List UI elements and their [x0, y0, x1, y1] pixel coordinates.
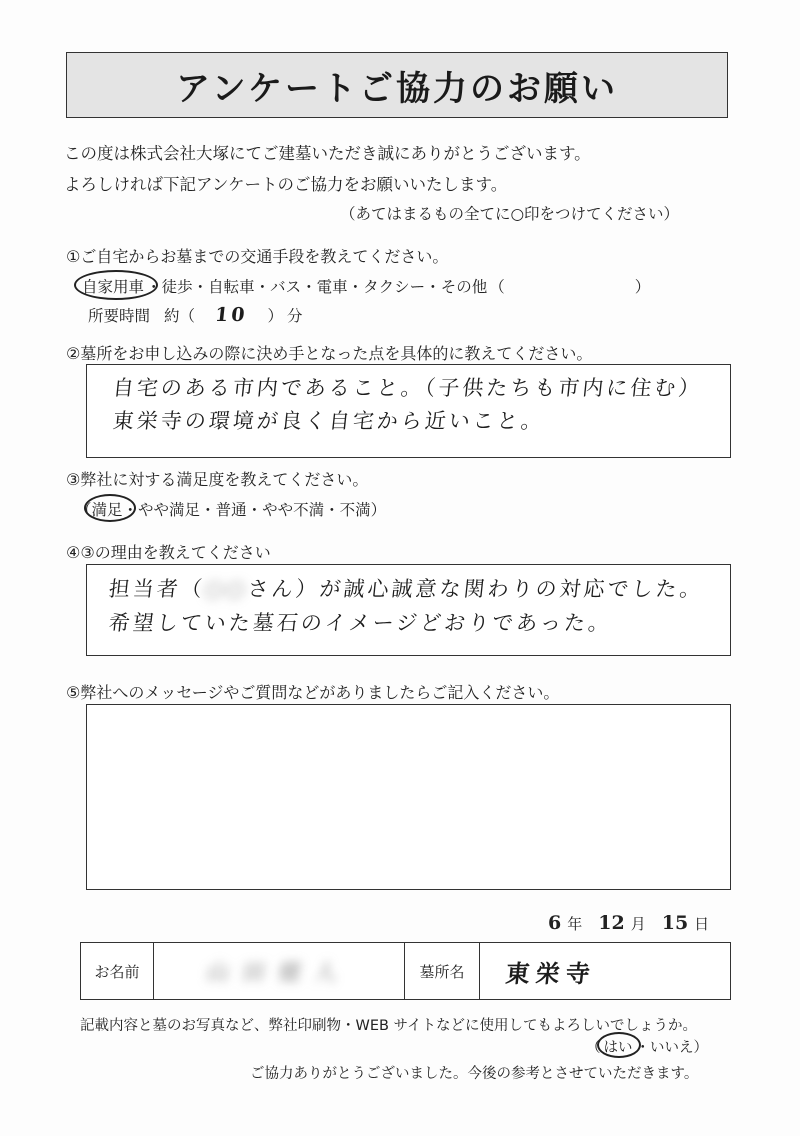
closing-message: ご協力ありがとうございました。今後の参考とさせていただきます。	[250, 1066, 699, 1082]
intro-line-1: この度は株式会社大塚にてご建墓いただき誠にありがとうございます。	[64, 144, 591, 163]
q3-option-dissatisfied[interactable]: 不満	[339, 501, 371, 519]
q1-option-train[interactable]: 電車	[316, 278, 348, 296]
question-5: ⑤弊社へのメッセージやご質問などがありましたらご記入ください。	[66, 683, 560, 702]
q3-options: （ 満足 ・ やや満足 ・ 普通 ・ やや不満 ・ 不満 ）	[76, 498, 386, 520]
q1-option-bicycle[interactable]: 自転車	[208, 278, 255, 296]
q4-answer-box[interactable]	[86, 564, 731, 656]
q1-option-walk[interactable]: 徒歩	[161, 278, 193, 296]
selection-circle-icon	[74, 270, 158, 300]
q1-option-taxi[interactable]: タクシー	[363, 278, 426, 296]
q4-answer-line-2: 希望していた墓石のイメージどおりであった。	[107, 611, 614, 635]
consent-question: 記載内容と墓のお写真など、弊社印刷物・WEB サイトなどに使用してもよろしいでしょうか。	[80, 1018, 698, 1034]
consent-option-yes[interactable]: はい	[601, 1036, 636, 1057]
q1-travel-time: 所要時間 約（ 10 ） 分	[88, 304, 303, 326]
q1-time-value[interactable]: 10	[213, 304, 249, 326]
q1-option-car[interactable]: 自家用車	[80, 275, 146, 297]
date-year[interactable]: 6	[548, 912, 562, 934]
date-line: 6 年 12 月 15 日	[548, 912, 710, 934]
question-4: ④③の理由を教えてください	[66, 543, 271, 562]
question-2: ②墓所をお申し込みの際に決め手となった点を具体的に教えてください。	[66, 344, 593, 363]
q4-answer-line-1: 担当者（○○さん）が誠心誠意な関わりの対応でした。	[107, 577, 705, 601]
question-3: ③弊社に対する満足度を教えてください。	[66, 470, 369, 489]
selection-circle-icon	[84, 494, 136, 522]
q1-option-other[interactable]: その他	[440, 278, 488, 296]
q1-option-bus[interactable]: バス	[270, 278, 302, 296]
q5-answer-box[interactable]	[86, 704, 731, 890]
q3-option-neutral[interactable]: 普通	[215, 501, 247, 519]
name-label: お名前	[81, 943, 154, 999]
q3-option-somewhat-dissatisfied[interactable]: やや不満	[262, 501, 325, 519]
date-day[interactable]: 15	[661, 912, 689, 934]
selection-circle-icon	[597, 1032, 641, 1058]
consent-option-no[interactable]: いいえ	[650, 1040, 694, 1056]
q2-answer-line-1: 自宅のある市内であること。（子供たちも市内に住む）	[111, 376, 704, 400]
date-month[interactable]: 12	[598, 912, 625, 934]
question-1: ①ご自宅からお墓までの交通手段を教えてください。	[66, 247, 449, 266]
grave-name-value: 東栄寺	[504, 958, 598, 988]
intro-instruction: （あてはまるもの全てに○印をつけてください）	[340, 205, 680, 223]
page-title: アンケートご協力のお願い	[66, 52, 728, 118]
q3-option-satisfied[interactable]: 満足	[92, 498, 123, 520]
grave-field[interactable]	[480, 943, 730, 999]
q2-answer-line-2: 東栄寺の環境が良く自宅から近いこと。	[111, 409, 547, 433]
signature-table	[80, 942, 731, 1000]
consent-options: （ はい ・ いいえ ）	[586, 1036, 708, 1057]
grave-label: 墓所名	[405, 943, 480, 999]
q1-options: 自家用車 ・ 徒歩 ・ 自転車 ・ バス ・ 電車 ・ タクシー ・ その他 （ ）	[80, 275, 650, 297]
name-field[interactable]	[154, 943, 405, 999]
q3-option-somewhat-satisfied[interactable]: やや満足	[138, 501, 201, 519]
q2-answer-box[interactable]	[86, 364, 731, 458]
redacted-customer-name: 山田健人	[205, 960, 353, 986]
redacted-staff-name: ○○	[203, 577, 249, 601]
intro-line-2: よろしければ下記アンケートのご協力をお願いいたします。	[64, 175, 508, 194]
